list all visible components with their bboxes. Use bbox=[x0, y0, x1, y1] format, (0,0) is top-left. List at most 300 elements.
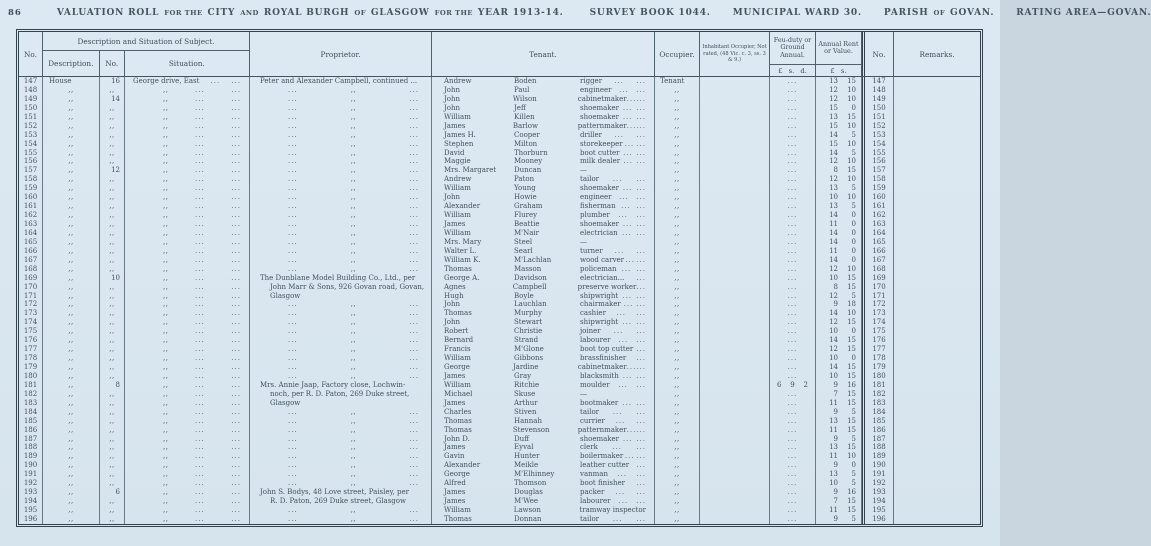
ditto-mark: ,, bbox=[109, 175, 115, 184]
street-number-cell bbox=[100, 265, 125, 274]
tenant-surname: Boyle bbox=[514, 291, 534, 300]
tenant-first-name: John D. bbox=[444, 434, 470, 443]
feu-duty-cell bbox=[770, 345, 816, 354]
proprietor-cell bbox=[250, 452, 432, 461]
dots-mark: ... bbox=[210, 77, 221, 86]
table-row bbox=[19, 283, 980, 292]
title-segment: VALUATION ROLL bbox=[56, 8, 160, 18]
rent-pounds: 10 bbox=[829, 193, 838, 202]
tenant-surname: Lawson bbox=[513, 506, 541, 515]
rent-pounds: 10 bbox=[829, 327, 838, 336]
dots-mark: ... bbox=[288, 506, 298, 515]
street-number: 12 bbox=[111, 166, 120, 175]
remarks-cell bbox=[894, 283, 980, 292]
dots-mark: ... bbox=[231, 130, 241, 139]
tenant-occupation: leather cutter bbox=[580, 461, 630, 470]
situation-cell bbox=[125, 452, 250, 461]
dots-mark: ... bbox=[195, 94, 205, 103]
rent-shillings: 15 bbox=[847, 416, 856, 425]
dots-mark: ... bbox=[288, 94, 298, 103]
rent-shillings: 10 bbox=[847, 309, 856, 318]
inhabitant-occupier-cell bbox=[700, 470, 770, 479]
dots-mark: ... bbox=[626, 121, 637, 130]
rent-pounds: 13 bbox=[829, 470, 838, 479]
street-number: 14 bbox=[111, 94, 120, 103]
remarks-cell bbox=[894, 131, 980, 140]
ditto-mark: ,, bbox=[674, 130, 680, 139]
annual-rent-cell bbox=[816, 408, 862, 417]
feu-duty-cell bbox=[770, 381, 816, 390]
remarks-cell bbox=[894, 274, 980, 283]
dots-mark: ... bbox=[231, 220, 241, 229]
dots-mark: ... bbox=[195, 461, 205, 470]
dots-mark: ... bbox=[288, 461, 298, 470]
dots-mark: ... bbox=[787, 300, 798, 309]
tenant-first-name: William bbox=[444, 184, 471, 193]
street-number-cell bbox=[100, 354, 125, 363]
dots-mark: ... bbox=[636, 121, 646, 130]
feu-duty-cell bbox=[770, 220, 816, 229]
rent-pounds: 12 bbox=[829, 345, 838, 354]
dots-mark: ... bbox=[409, 371, 419, 380]
tenant-occupation-cell bbox=[578, 426, 654, 435]
ditto-mark: ,, bbox=[68, 345, 74, 354]
dots-mark: ... bbox=[636, 77, 646, 86]
tenant-first-name: Robert bbox=[444, 327, 469, 336]
dots-mark: ... bbox=[231, 300, 241, 309]
remarks-cell bbox=[894, 86, 980, 95]
inhabitant-occupier-cell bbox=[700, 497, 770, 506]
title-segment: ROYAL BURGH bbox=[263, 8, 350, 18]
proprietor-cell bbox=[250, 408, 432, 417]
ditto-mark: ,, bbox=[350, 157, 357, 166]
ditto-mark: ,, bbox=[163, 237, 169, 246]
dots-mark: ... bbox=[787, 121, 798, 130]
situation-cell bbox=[125, 363, 250, 372]
ditto-mark: ,, bbox=[68, 398, 74, 407]
dots-mark: ... bbox=[636, 148, 646, 157]
description-cell bbox=[43, 211, 100, 220]
situation-cell bbox=[125, 193, 250, 202]
annual-rent-cell bbox=[816, 390, 862, 399]
tenant-occupation: boot finisher bbox=[580, 479, 625, 488]
row-number: 164 bbox=[19, 229, 43, 238]
dots-mark: ... bbox=[612, 514, 623, 523]
street-number-cell bbox=[100, 435, 125, 444]
dots-mark: ... bbox=[787, 148, 798, 157]
ditto-mark: ,, bbox=[674, 309, 680, 318]
ditto-mark: ,, bbox=[68, 211, 74, 220]
tenant-cell bbox=[432, 515, 655, 524]
ditto-mark: ,, bbox=[109, 264, 115, 273]
dots-mark: ... bbox=[195, 363, 205, 372]
rent-shillings: 15 bbox=[847, 389, 856, 398]
ditto-mark: ,, bbox=[109, 130, 115, 139]
table-row bbox=[19, 292, 980, 301]
ditto-mark: ,, bbox=[674, 291, 680, 300]
annual-rent-cell bbox=[816, 479, 862, 488]
tenant-surname: Ritchie bbox=[514, 380, 540, 389]
situation-cell bbox=[125, 77, 250, 86]
inhabitant-occupier-cell bbox=[700, 327, 770, 336]
ditto-mark: ,, bbox=[68, 389, 74, 398]
ditto-mark: ,, bbox=[350, 220, 357, 229]
col-header-description: Description. bbox=[43, 51, 100, 76]
dots-mark: ... bbox=[231, 112, 241, 121]
feu-duty-cell bbox=[770, 336, 816, 345]
page-number: 86 bbox=[8, 8, 22, 18]
ditto-mark: ,, bbox=[109, 470, 115, 479]
dots-mark: ... bbox=[195, 220, 205, 229]
ditto-mark: ,, bbox=[674, 300, 680, 309]
dots-mark: ... bbox=[636, 130, 646, 139]
ditto-mark: ,, bbox=[163, 479, 169, 488]
tenant-occupation-cell bbox=[580, 175, 654, 184]
dots-mark: ... bbox=[636, 291, 646, 300]
tenant-cell bbox=[432, 345, 655, 354]
ditto-mark: ,, bbox=[350, 336, 357, 345]
ditto-mark: ,, bbox=[674, 121, 680, 130]
dots-mark: ... bbox=[626, 94, 637, 103]
row-number: 172 bbox=[19, 300, 43, 309]
dots-mark: ... bbox=[787, 470, 798, 479]
tenant-occupation: patternmaker bbox=[577, 425, 627, 434]
ditto-mark: ,, bbox=[109, 202, 115, 211]
occupier-cell bbox=[655, 238, 700, 247]
table-header bbox=[19, 32, 980, 77]
tenant-cell bbox=[432, 408, 655, 417]
street-number-cell bbox=[100, 131, 125, 140]
ditto-mark: ,, bbox=[163, 380, 169, 389]
row-number: 196 bbox=[19, 515, 43, 524]
tenant-occupation: tailor bbox=[580, 175, 600, 184]
dots-mark: ... bbox=[787, 461, 798, 470]
ditto-mark: ,, bbox=[350, 148, 357, 157]
tenant-occupation: brassfinisher bbox=[580, 354, 627, 363]
dots-mark: ... bbox=[617, 470, 627, 479]
annual-rent-cell bbox=[816, 104, 862, 113]
remarks-cell bbox=[894, 256, 980, 265]
inhabitant-occupier-cell bbox=[700, 318, 770, 327]
proprietor-cell bbox=[250, 318, 432, 327]
dots-mark: ... bbox=[787, 416, 798, 425]
dots-mark: ... bbox=[787, 273, 798, 282]
ditto-mark: ,, bbox=[163, 220, 169, 229]
remarks-cell bbox=[894, 140, 980, 149]
rent-pounds: 14 bbox=[829, 148, 838, 157]
description-cell bbox=[43, 131, 100, 140]
street-number-cell bbox=[100, 113, 125, 122]
dots-mark: ... bbox=[409, 228, 419, 237]
rent-shillings: 5 bbox=[851, 434, 856, 443]
dots-mark: ... bbox=[195, 443, 205, 452]
tenant-occupation: policeman bbox=[580, 264, 617, 273]
table-row bbox=[19, 157, 980, 166]
ditto-mark: ,, bbox=[68, 497, 74, 506]
ditto-mark: ,, bbox=[163, 354, 169, 363]
dots-mark: ... bbox=[409, 416, 419, 425]
rent-pounds: 9 bbox=[833, 380, 838, 389]
dots-mark: ... bbox=[636, 202, 646, 211]
col-header-situation: Situation. bbox=[168, 59, 205, 68]
remarks-cell bbox=[894, 220, 980, 229]
annual-rent-cell bbox=[816, 470, 862, 479]
title-segment: MUNICIPAL WARD 30. bbox=[732, 8, 862, 18]
col-header-street-no: No. bbox=[100, 51, 125, 76]
row-number-right: 152 bbox=[862, 122, 894, 131]
annual-rent-cell bbox=[816, 515, 862, 524]
dots-mark: ... bbox=[288, 336, 298, 345]
dots-mark: ... bbox=[622, 291, 633, 300]
title-segment: GLASGOW bbox=[370, 8, 430, 18]
tenant-cell bbox=[432, 193, 655, 202]
ditto-mark: ,, bbox=[350, 166, 357, 175]
description-cell bbox=[43, 488, 100, 497]
ditto-mark: ,, bbox=[674, 336, 680, 345]
occupier-cell bbox=[655, 202, 700, 211]
inhabitant-occupier-cell bbox=[700, 479, 770, 488]
proprietor-cell bbox=[250, 166, 432, 175]
proprietor-text: John S. Bodys, 48 Love street, Paisley, per bbox=[260, 488, 409, 497]
ditto-mark: ,, bbox=[163, 148, 169, 157]
tenant-cell bbox=[432, 122, 655, 131]
annual-rent-cell bbox=[816, 381, 862, 390]
row-number-right: 184 bbox=[862, 408, 894, 417]
ditto-mark: ,, bbox=[674, 318, 680, 327]
rent-pounds: 14 bbox=[829, 363, 838, 372]
rent-pounds: 13 bbox=[829, 202, 838, 211]
tenant-occupation: vanman bbox=[580, 470, 608, 479]
row-number-right: 150 bbox=[862, 104, 894, 113]
annual-rent-cell bbox=[816, 443, 862, 452]
dots-mark: ... bbox=[623, 157, 634, 166]
tenant-occupation: moulder bbox=[580, 380, 610, 389]
dots-mark: ... bbox=[622, 318, 633, 327]
dots-mark: ... bbox=[409, 94, 419, 103]
tenant-surname: Howie bbox=[514, 193, 537, 202]
dots-mark: ... bbox=[787, 175, 798, 184]
feu-duty-cell bbox=[770, 247, 816, 256]
tenant-first-name: James bbox=[444, 371, 466, 380]
ditto-mark: ,, bbox=[68, 416, 74, 425]
dots-mark: ... bbox=[231, 273, 241, 282]
situation-cell bbox=[125, 408, 250, 417]
ditto-mark: ,, bbox=[674, 228, 680, 237]
rent-pounds: 12 bbox=[829, 94, 838, 103]
ditto-mark: ,, bbox=[350, 363, 357, 372]
tenant-surname: Eyval bbox=[514, 443, 534, 452]
dots-mark: ... bbox=[787, 211, 798, 220]
situation-cell bbox=[125, 95, 250, 104]
street-number-cell bbox=[100, 309, 125, 318]
dots-mark: ... bbox=[622, 112, 633, 121]
feu-duty-cell bbox=[770, 399, 816, 408]
dots-mark: ... bbox=[195, 121, 205, 130]
street-number-cell bbox=[100, 363, 125, 372]
dots-mark: ... bbox=[409, 452, 419, 461]
tenant-cell bbox=[432, 157, 655, 166]
rent-pounds: 7 bbox=[833, 389, 838, 398]
ditto-mark: ,, bbox=[109, 193, 115, 202]
dots-mark: ... bbox=[195, 514, 205, 523]
ditto-mark: ,, bbox=[674, 175, 680, 184]
rent-pounds: 13 bbox=[829, 443, 838, 452]
table-row bbox=[19, 515, 980, 524]
dots-mark: ... bbox=[409, 166, 419, 175]
tenant-occupation-cell bbox=[580, 220, 654, 229]
tenant-first-name: Stephen bbox=[444, 139, 474, 148]
tenant-surname: Lauchlan bbox=[514, 300, 547, 309]
street-number-cell bbox=[100, 77, 125, 86]
annual-rent-cell bbox=[816, 140, 862, 149]
tenant-occupation-cell bbox=[580, 435, 654, 444]
annual-rent-cell bbox=[816, 372, 862, 381]
situation-cell bbox=[125, 399, 250, 408]
dots-mark: ... bbox=[288, 264, 298, 273]
ditto-mark: ,, bbox=[109, 407, 115, 416]
annual-rent-cell bbox=[816, 309, 862, 318]
ditto-mark: ,, bbox=[163, 363, 169, 372]
ditto-mark: ,, bbox=[109, 363, 115, 372]
row-number: 157 bbox=[19, 166, 43, 175]
ditto-mark: ,, bbox=[68, 452, 74, 461]
row-number: 175 bbox=[19, 327, 43, 336]
description-cell bbox=[43, 461, 100, 470]
row-number: 176 bbox=[19, 336, 43, 345]
situation-cell bbox=[125, 479, 250, 488]
dots-mark: ... bbox=[409, 220, 419, 229]
tenant-cell bbox=[432, 354, 655, 363]
inhabitant-occupier-cell bbox=[700, 122, 770, 131]
rent-pounds: 11 bbox=[829, 452, 838, 461]
annual-rent-cell bbox=[816, 292, 862, 301]
tenant-surname: Young bbox=[514, 184, 536, 193]
dots-mark: ... bbox=[626, 363, 637, 372]
remarks-cell bbox=[894, 166, 980, 175]
rent-pounds: 11 bbox=[829, 398, 838, 407]
ditto-mark: ,, bbox=[68, 273, 74, 282]
dots-mark: ... bbox=[409, 309, 419, 318]
remarks-cell bbox=[894, 390, 980, 399]
tenant-occupation-cell bbox=[580, 113, 654, 122]
rent-pounds: 14 bbox=[829, 130, 838, 139]
ditto-mark: ,, bbox=[674, 443, 680, 452]
ditto-mark: ,, bbox=[674, 470, 680, 479]
proprietor-cell bbox=[250, 309, 432, 318]
annual-rent-cell bbox=[816, 131, 862, 140]
inhabitant-occupier-cell bbox=[700, 149, 770, 158]
ditto-mark: ,, bbox=[674, 184, 680, 193]
street-number-cell bbox=[100, 408, 125, 417]
tenant-occupation: boilermaker bbox=[580, 452, 624, 461]
ditto-mark: ,, bbox=[109, 121, 115, 130]
rent-pounds: 12 bbox=[829, 175, 838, 184]
dots-mark: ... bbox=[231, 389, 241, 398]
proprietor-cell bbox=[250, 443, 432, 452]
dots-mark: ... bbox=[195, 228, 205, 237]
tenant-occupation-cell bbox=[580, 274, 654, 283]
tenant-occupation: boot cutter bbox=[580, 148, 620, 157]
dots-mark: ... bbox=[787, 354, 798, 363]
occupier-cell bbox=[655, 336, 700, 345]
ditto-mark: ,, bbox=[68, 434, 74, 443]
rent-pounds: 13 bbox=[829, 77, 838, 86]
tenant-surname: M'Wee bbox=[514, 497, 539, 506]
row-number-right: 173 bbox=[862, 309, 894, 318]
dots-mark: ... bbox=[409, 157, 419, 166]
tenant-surname: Hannah bbox=[514, 416, 542, 425]
ditto-mark: ,, bbox=[68, 237, 74, 246]
row-number-right: 190 bbox=[862, 461, 894, 470]
dots-mark: ... bbox=[621, 264, 632, 273]
rent-pounds: 12 bbox=[829, 264, 838, 273]
occupier-cell bbox=[655, 497, 700, 506]
ditto-mark: ,, bbox=[68, 121, 74, 130]
ditto-mark: ,, bbox=[163, 184, 169, 193]
tenant-occupation: shoemaker bbox=[580, 220, 619, 229]
situation-cell bbox=[125, 166, 250, 175]
dots-mark: ... bbox=[787, 398, 798, 407]
remarks-cell bbox=[894, 363, 980, 372]
description-cell bbox=[43, 113, 100, 122]
tenant-cell bbox=[432, 363, 655, 372]
feu-duty-cell bbox=[770, 211, 816, 220]
feu-duty-cell bbox=[770, 157, 816, 166]
street-number-cell bbox=[100, 417, 125, 426]
dots-mark: ... bbox=[636, 255, 646, 264]
tenant-occupation-cell bbox=[580, 345, 654, 354]
dots-mark: ... bbox=[409, 237, 419, 246]
tenant-occupation: currier bbox=[580, 416, 605, 425]
proprietor-cell bbox=[250, 363, 432, 372]
occupier-cell bbox=[655, 86, 700, 95]
ditto-mark: ,, bbox=[674, 407, 680, 416]
situation-cell bbox=[125, 122, 250, 131]
remarks-cell bbox=[894, 104, 980, 113]
rent-shillings: 15 bbox=[847, 363, 856, 372]
ditto-mark: ,, bbox=[109, 85, 115, 94]
rent-shillings: 0 bbox=[851, 354, 856, 363]
dots-mark: ... bbox=[231, 193, 241, 202]
row-number: 168 bbox=[19, 265, 43, 274]
dots-mark: ... bbox=[231, 94, 241, 103]
street-number-cell bbox=[100, 193, 125, 202]
table-row bbox=[19, 131, 980, 140]
dots-mark: ... bbox=[409, 202, 419, 211]
dots-mark: ... bbox=[787, 237, 798, 246]
ditto-mark: ,, bbox=[109, 112, 115, 121]
tenant-first-name: James bbox=[444, 488, 466, 497]
description-cell bbox=[43, 435, 100, 444]
page-header bbox=[8, 8, 1151, 18]
inhabitant-occupier-cell bbox=[700, 95, 770, 104]
dots-mark: ... bbox=[231, 434, 241, 443]
proprietor-cell bbox=[250, 247, 432, 256]
rent-shillings: 15 bbox=[847, 345, 856, 354]
dots-mark: ... bbox=[787, 514, 798, 523]
dots-mark: ... bbox=[195, 398, 205, 407]
table-row bbox=[19, 166, 980, 175]
ditto-mark: ,, bbox=[674, 193, 680, 202]
situation-cell bbox=[125, 488, 250, 497]
street-number-cell bbox=[100, 470, 125, 479]
ditto-mark: ,, bbox=[674, 514, 680, 523]
dots-mark: ... bbox=[622, 103, 633, 112]
tenant-occupation: joiner bbox=[580, 327, 601, 336]
proprietor-cell bbox=[250, 399, 432, 408]
dots-mark: ... bbox=[636, 345, 646, 354]
dots-mark: ... bbox=[787, 318, 798, 327]
